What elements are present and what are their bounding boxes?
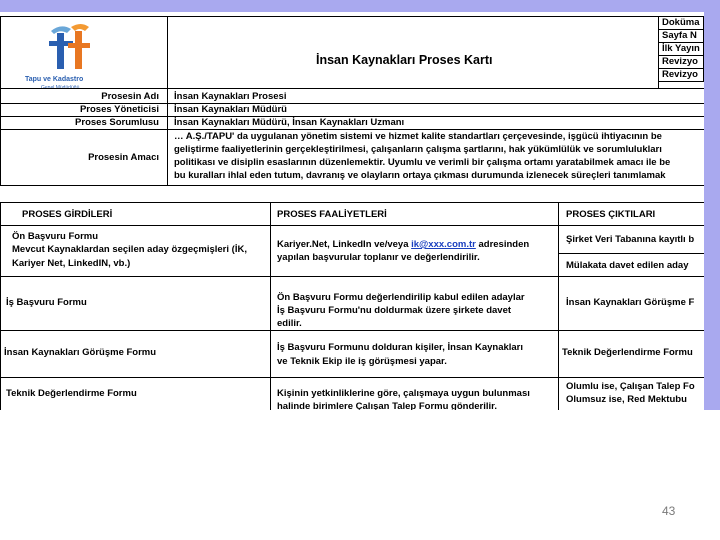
process-purpose-label: Prosesin Amacı: [88, 152, 159, 163]
inputs-header: PROSES GİRDİLERİ: [22, 209, 113, 220]
process-manager-value: İnsan Kaynakları Müdürü: [174, 104, 287, 115]
row2-activity-1: Ön Başvuru Formu değerlendirilip kabul edilen adaylar: [277, 292, 525, 303]
row2-input: İş Başvuru Formu: [6, 297, 87, 308]
row2-output: İnsan Kaynakları Görüşme F: [566, 297, 695, 308]
page-number: 43: [662, 504, 676, 518]
activities-header: PROSES FAALİYETLERİ: [277, 209, 387, 220]
email-link[interactable]: ik@xxx.com.tr: [411, 239, 476, 250]
doc-field-2: Sayfa N: [658, 29, 704, 43]
purpose-line-1: … A.Ş./TAPU' da uygulanan yönetim sistemi ve hizmet kalite standartları çerçevesinde, işgücü ihtiyacının be: [174, 131, 662, 142]
row1-activity-pre: Kariyer.Net, LinkedIn ve/veya: [277, 239, 412, 250]
row1-input-1: Ön Başvuru Formu: [12, 231, 99, 242]
doc-field-4: Revizyo: [658, 55, 704, 69]
page-title: İnsan Kaynakları Proses Kartı: [316, 53, 493, 67]
tkgm-logo-icon: [41, 21, 101, 73]
row1-output-1: Şirket Veri Tabanına kayıtlı b: [566, 234, 695, 245]
process-owner-label: Proses Sorumlusu: [75, 117, 159, 128]
process-card-sheet: [0, 12, 704, 410]
row1-input-2: Mevcut Kaynaklardan seçilen aday özgeçmişleri (İK,: [12, 244, 247, 255]
process-name-value: İnsan Kaynakları Prosesi: [174, 91, 287, 102]
row2-activity-3: edilir.: [277, 318, 302, 329]
row1-output-2: Mülakata davet edilen aday: [566, 260, 689, 271]
purpose-line-4: bu kuralları ihlal eden tutum, davranış ve olayların ortaya çıkması durumunda izlenecek süreçleri tanımlamak: [174, 170, 666, 181]
row4-activity-2: halinde birimlere Çalışan Talep Formu gönderilir.: [277, 401, 497, 410]
row4-output-1: Olumlu ise, Çalışan Talep Fo: [566, 381, 695, 392]
row1-activity-line1: [277, 239, 529, 250]
row2-activity-2: İş Başvuru Formu'nu doldurmak üzere şirkete davet: [277, 305, 512, 316]
process-owner-value: İnsan Kaynakları Müdürü, İnsan Kaynakları Uzmanı: [174, 117, 405, 128]
row4-activity-1: Kişinin yetkinliklerine göre, çalışmaya uygun bulunması: [277, 388, 530, 399]
process-manager-label: Proses Yöneticisi: [79, 104, 159, 115]
doc-field-3: İlk Yayın: [658, 42, 704, 56]
row1-input-3: Kariyer Net, LinkedIN, vb.): [12, 258, 131, 269]
row1-activity-line2: yapılan başvurular toplanır ve değerlendirilir.: [277, 252, 480, 263]
row3-input: İnsan Kaynakları Görüşme Formu: [4, 347, 157, 358]
purpose-line-2: geliştirme faaliyetlerinin gerçekleştirilmesi, çalışanların çalışma şartlarını, hak yükümlülük ve sorumlulukları: [174, 144, 662, 155]
row3-output: Teknik Değerlendirme Formu: [562, 347, 693, 358]
row4-output-2: Olumsuz ise, Red Mektubu: [566, 394, 687, 405]
doc-field-5: Revizyo: [658, 68, 704, 82]
outputs-header: PROSES ÇIKTILARI: [566, 209, 656, 220]
row4-input: Teknik Değerlendirme Formu: [6, 388, 137, 399]
doc-field-1: Dokümа: [658, 16, 704, 30]
row3-activity-2: ve Teknik Ekip ile iş görüşmesi yapar.: [277, 356, 447, 367]
process-name-label: Prosesin Adı: [101, 91, 159, 102]
row1-activity-post: adresinden: [475, 239, 530, 250]
row3-activity-1: İş Başvuru Formunu dolduran kişiler, İnsan Kaynakları: [277, 342, 524, 353]
purpose-line-3: politikası ve disiplin esaslarının düzenlemektir. Uyumlu ve verimli bir çalışma ortamı yaratabilmek amacı ile be: [174, 157, 671, 168]
logo-text-main: Tapu ve Kadastro: [25, 76, 84, 83]
